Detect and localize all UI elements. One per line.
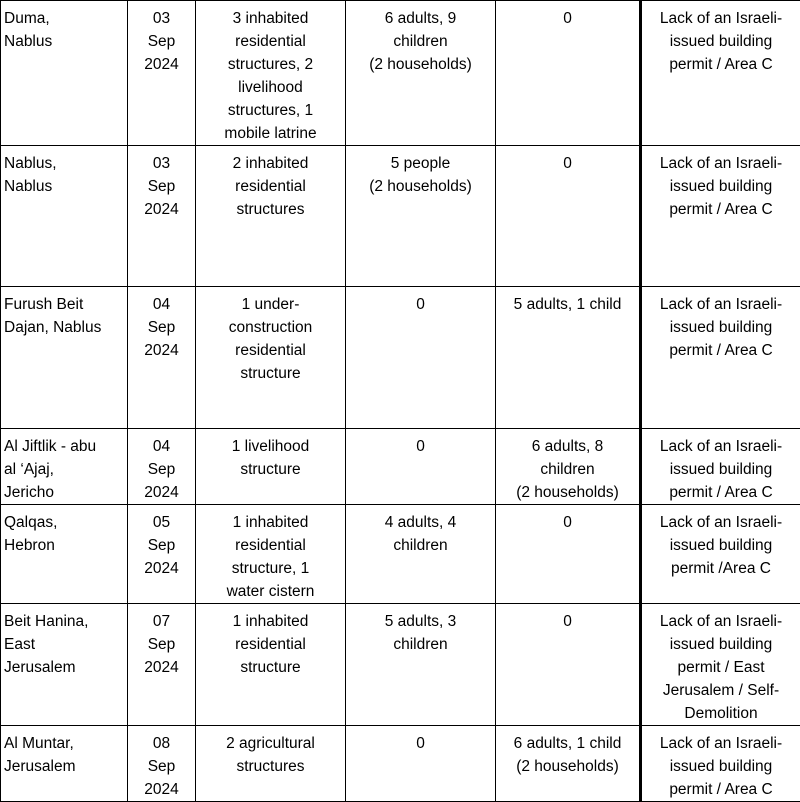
displaced-text: 5 people (2 households) (350, 152, 491, 198)
structures-text: 2 inhabited residential structures (200, 152, 341, 221)
location-cell (1, 726, 128, 802)
reason-cell (641, 604, 800, 726)
affected-cell (496, 505, 641, 604)
structures-cell (196, 1, 346, 146)
structures-cell (196, 726, 346, 802)
structures-text: 2 agricultural structures (200, 732, 341, 778)
reason-cell (641, 726, 800, 802)
reason-text: Lack of an Israeli- issued building permit / East Jerusalem / Self- Demolition (646, 610, 796, 725)
displaced-cell (346, 1, 496, 146)
affected-text: 0 (500, 610, 635, 633)
date-text: 05 Sep 2024 (132, 511, 191, 580)
table-row (1, 1, 800, 146)
affected-text: 5 adults, 1 child (500, 293, 635, 316)
structures-cell (196, 604, 346, 726)
structures-text: 1 inhabited residential structure, 1 water cistern (200, 511, 341, 603)
reason-cell (641, 505, 800, 604)
reason-text: Lack of an Israeli- issued building permit / Area C (646, 152, 796, 221)
structures-text: 1 livelihood structure (200, 435, 341, 481)
table-row (1, 604, 800, 726)
displaced-text: 6 adults, 9 children (2 households) (350, 7, 491, 76)
date-text: 08 Sep 2024 (132, 732, 191, 801)
reason-cell (641, 1, 800, 146)
reason-cell (641, 429, 800, 505)
affected-cell (496, 726, 641, 802)
location-text: Al Muntar, Jerusalem (4, 732, 123, 778)
affected-text: 6 adults, 1 child (2 households) (500, 732, 635, 778)
location-text: Furush Beit Dajan, Nablus (4, 293, 123, 339)
affected-cell (496, 146, 641, 287)
date-text: 03 Sep 2024 (132, 7, 191, 76)
displaced-text: 5 adults, 3 children (350, 610, 491, 656)
affected-cell (496, 1, 641, 146)
location-text: Duma, Nablus (4, 7, 123, 53)
affected-text: 0 (500, 511, 635, 534)
displaced-cell (346, 287, 496, 429)
location-cell (1, 604, 128, 726)
date-text: 07 Sep 2024 (132, 610, 191, 679)
affected-text: 0 (500, 7, 635, 30)
reason-cell (641, 287, 800, 429)
date-cell (128, 505, 196, 604)
date-cell (128, 429, 196, 505)
reason-cell (641, 146, 800, 287)
affected-text: 6 adults, 8 children (2 households) (500, 435, 635, 504)
location-text: Qalqas, Hebron (4, 511, 123, 557)
structures-cell (196, 505, 346, 604)
structures-text: 1 inhabited residential structure (200, 610, 341, 679)
affected-text: 0 (500, 152, 635, 175)
table-row (1, 505, 800, 604)
location-cell (1, 146, 128, 287)
date-cell (128, 146, 196, 287)
date-cell (128, 1, 196, 146)
displaced-cell (346, 429, 496, 505)
structures-cell (196, 429, 346, 505)
displaced-text: 0 (350, 435, 491, 458)
table-row (1, 429, 800, 505)
location-cell (1, 505, 128, 604)
reason-text: Lack of an Israeli- issued building permit / Area C (646, 293, 796, 362)
displaced-cell (346, 505, 496, 604)
displaced-text: 0 (350, 732, 491, 755)
date-cell (128, 287, 196, 429)
affected-cell (496, 604, 641, 726)
reason-text: Lack of an Israeli- issued building permit / Area C (646, 7, 796, 76)
date-text: 04 Sep 2024 (132, 435, 191, 504)
affected-cell (496, 287, 641, 429)
date-cell (128, 604, 196, 726)
reason-text: Lack of an Israeli- issued building permit / Area C (646, 435, 796, 504)
structures-text: 1 under- construction residential structure (200, 293, 341, 385)
structures-cell (196, 287, 346, 429)
structures-cell (196, 146, 346, 287)
table-row (1, 287, 800, 429)
reason-text: Lack of an Israeli- issued building permit /Area C (646, 511, 796, 580)
structures-text: 3 inhabited residential structures, 2 livelihood structures, 1 mobile latrine (200, 7, 341, 145)
location-text: Al Jiftlik - abu al ‘Ajaj, Jericho (4, 435, 123, 504)
location-cell (1, 429, 128, 505)
displaced-cell (346, 726, 496, 802)
reason-text: Lack of an Israeli- issued building permit / Area C (646, 732, 796, 801)
location-cell (1, 1, 128, 146)
date-text: 04 Sep 2024 (132, 293, 191, 362)
location-text: Nablus, Nablus (4, 152, 123, 198)
location-text: Beit Hanina, East Jerusalem (4, 610, 123, 679)
table-row (1, 726, 800, 802)
affected-cell (496, 429, 641, 505)
displaced-cell (346, 146, 496, 287)
displaced-text: 4 adults, 4 children (350, 511, 491, 557)
displaced-text: 0 (350, 293, 491, 316)
table-row (1, 146, 800, 287)
location-cell (1, 287, 128, 429)
date-cell (128, 726, 196, 802)
displaced-cell (346, 604, 496, 726)
date-text: 03 Sep 2024 (132, 152, 191, 221)
